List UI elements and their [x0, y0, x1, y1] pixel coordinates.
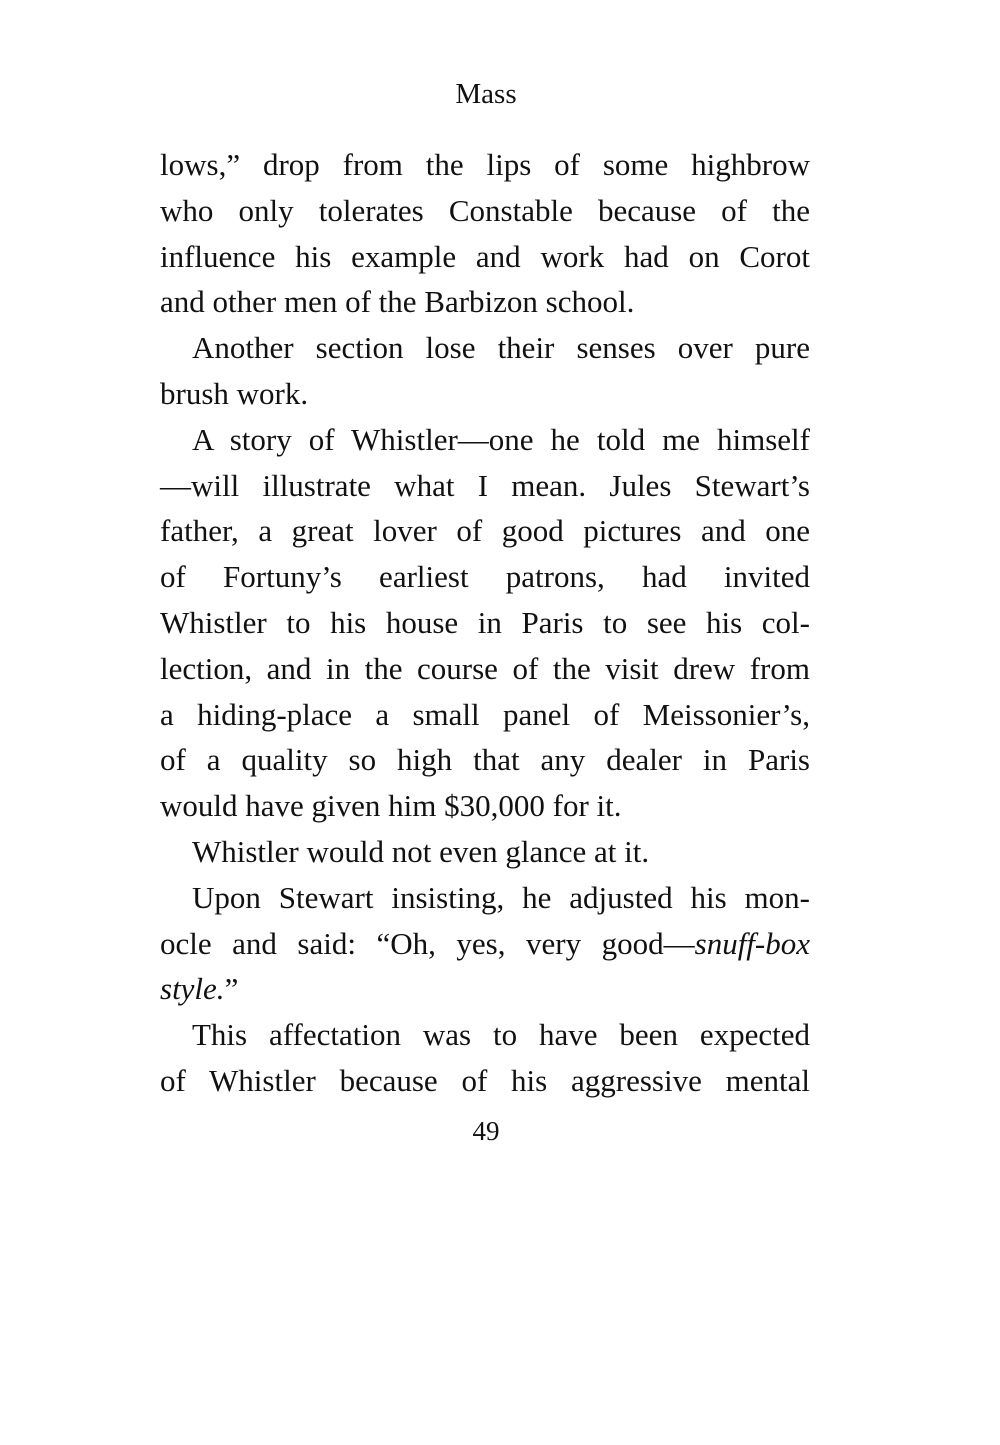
text-line: Whistler would not even glance at it. [192, 833, 650, 869]
text-segment: ocle and said: “Oh, yes, very good— [160, 925, 695, 961]
text-line: who only tolerates Constable because of the [160, 192, 810, 228]
text-line: and other men of the Barbizon school. [160, 284, 635, 320]
text-line: —will illustrate what I mean. Jules Stewart’s [160, 467, 810, 503]
text-line-mixed [160, 966, 810, 1012]
text-line: of Whistler because of his aggressive mental [160, 1062, 810, 1098]
text-line-mixed [160, 921, 810, 967]
text-line: brush work. [160, 375, 309, 411]
text-line: A story of Whistler—one he told me himself [192, 421, 810, 457]
text-line: Upon Stewart insisting, he adjusted his mon- [192, 879, 810, 915]
italic-phrase: style. [160, 971, 225, 1007]
text-line: influence his example and work had on Corot [160, 238, 810, 274]
text-line: a hiding-place a small panel of Meissonier’s, [160, 696, 810, 732]
text-line: lection, and in the course of the visit drew from [160, 650, 810, 686]
running-title: Mass [455, 78, 517, 110]
text-line: Whistler to his house in Paris to see his col- [160, 604, 810, 640]
body-text [160, 142, 810, 1104]
text-line: of Fortuny’s earliest patrons, had invited [160, 559, 810, 595]
text-line: Another section lose their senses over pure [192, 330, 810, 366]
text-line: would have given him $30,000 for it. [160, 788, 622, 824]
italic-phrase: snuff-box [694, 925, 810, 961]
closing-quote: ” [224, 971, 239, 1007]
text-line: father, a great lover of good pictures and one [160, 513, 810, 549]
text-line: of a quality so high that any dealer in Paris [160, 742, 810, 778]
page-number: 49 [472, 1116, 500, 1146]
text-line: This affectation was to have been expected [192, 1017, 810, 1053]
text-line: lows,” drop from the lips of some highbrow [160, 147, 810, 182]
